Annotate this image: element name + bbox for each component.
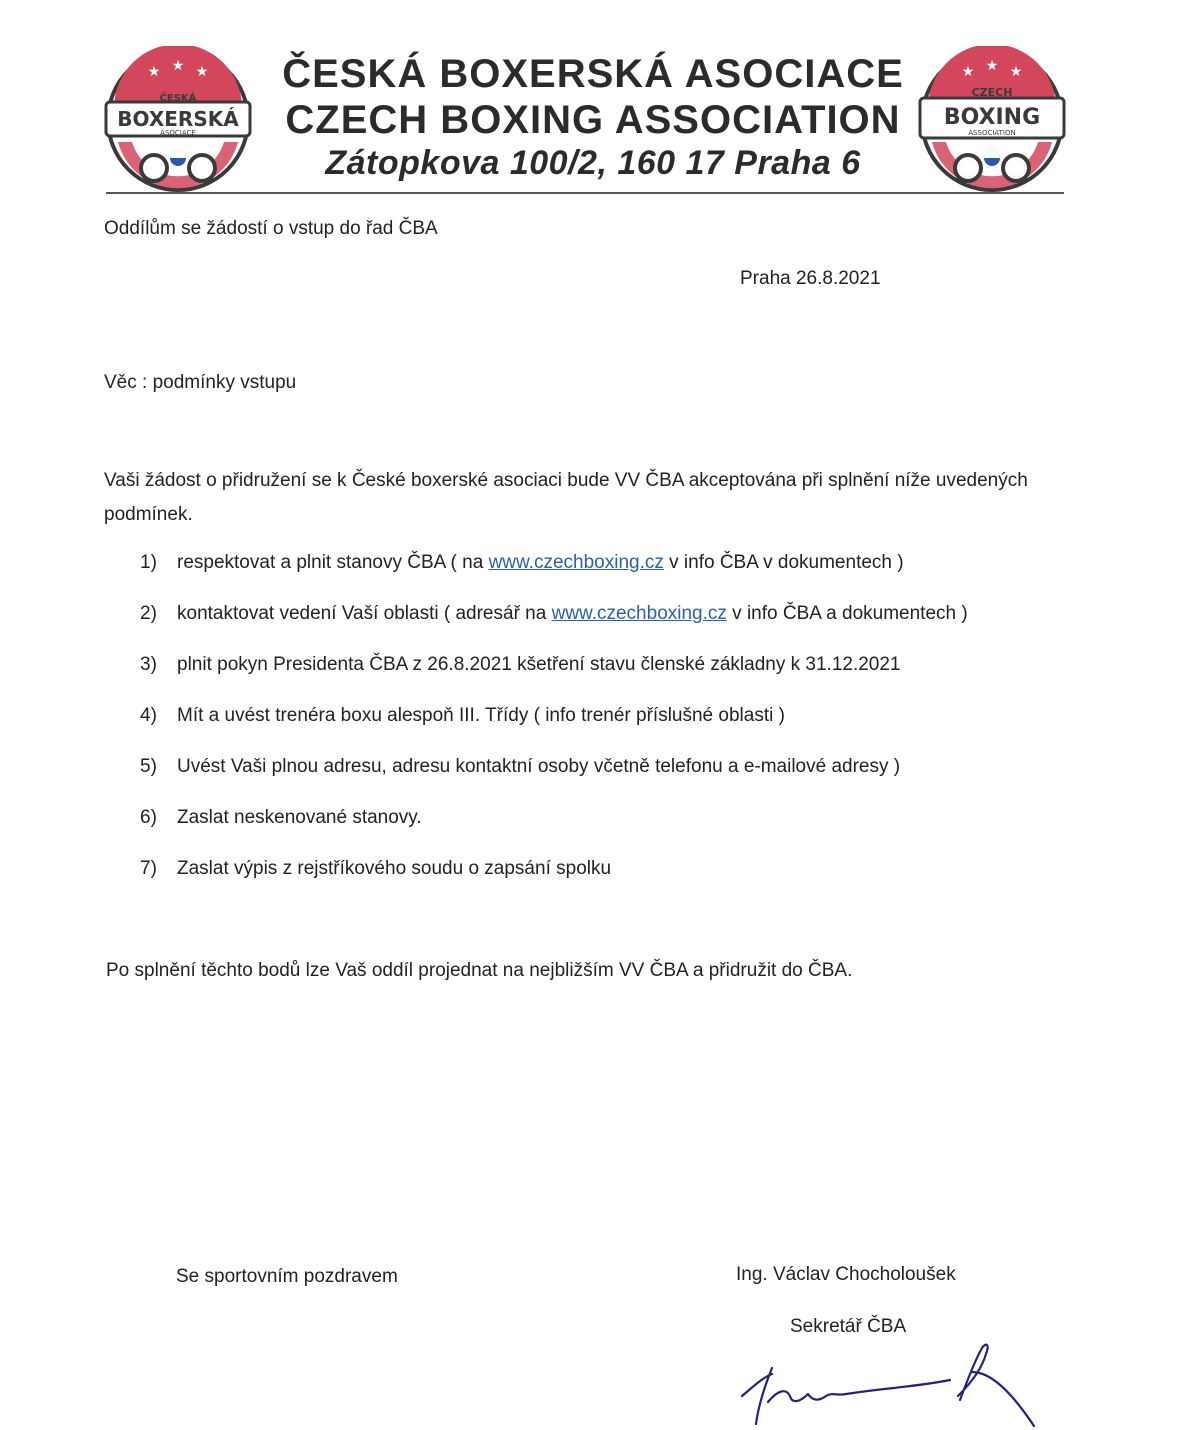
svg-text:★: ★ (1009, 64, 1023, 80)
condition-number: 3) (140, 654, 157, 675)
closing-paragraph: Po splnění těchto bodů lze Vaš oddíl projednat na nejbližším VV ČBA a přidružit do ČBA. (106, 960, 853, 981)
association-address: Zátopkova 100/2, 160 17 Praha 6 (325, 144, 861, 182)
svg-text:★: ★ (985, 58, 999, 74)
condition-number: 6) (140, 807, 157, 828)
condition-item (0, 648, 1100, 682)
conditions-list (0, 546, 1186, 886)
condition-item (0, 750, 1100, 784)
signer-role: Sekretář ČBA (790, 1316, 907, 1337)
condition-text-after: v info ČBA a dokumentech ) (726, 603, 968, 624)
condition-text: plnit pokyn Presidenta ČBA z 26.8.2021 kšetření stavu členské základny k 31.12.2021 (177, 654, 901, 675)
condition-item (0, 546, 1100, 580)
condition-text: Uvést Vaši plnou adresu, adresu kontaktní osoby včetně telefonu a e-mailové adresy ) (177, 756, 901, 777)
condition-number: 5) (140, 756, 157, 777)
svg-text:BOXERSKÁ: BOXERSKÁ (117, 107, 239, 131)
condition-text: Mít a uvést trenéra boxu alespoň III. Třídy ( info trenér příslušné oblasti ) (177, 705, 785, 726)
recipient-line: Oddílům se žádostí o vstup do řad ČBA (104, 218, 438, 239)
svg-text:★: ★ (961, 64, 975, 80)
condition-item (0, 852, 1100, 886)
handwritten-signature (734, 1338, 1044, 1430)
association-name-en: CZECH BOXING ASSOCIATION (285, 98, 901, 142)
condition-text: Zaslat neskenované stanovy. (177, 807, 422, 828)
condition-text-after: v info ČBA v dokumentech ) (663, 552, 904, 573)
letter-date: Praha 26.8.2021 (740, 268, 881, 289)
signer-name: Ing. Václav Chocholoušek (736, 1264, 956, 1285)
condition-text-before: respektovat a plnit stanovy ČBA ( na (177, 552, 489, 573)
czechboxing-link[interactable]: www.czechboxing.cz (488, 552, 664, 573)
svg-text:ČESKÁ: ČESKÁ (159, 93, 197, 104)
letterhead-divider (106, 192, 1064, 194)
condition-item (0, 597, 1100, 631)
condition-item (0, 801, 1100, 835)
svg-text:ASSOCIATION: ASSOCIATION (968, 129, 1016, 137)
svg-text:★: ★ (171, 58, 185, 74)
association-name-cz: ČESKÁ BOXERSKÁ ASOCIACE (282, 52, 904, 96)
czechboxing-link[interactable]: www.czechboxing.cz (551, 603, 727, 624)
condition-number: 1) (140, 552, 157, 573)
letter-subject: Věc : podmínky vstupu (104, 372, 297, 393)
intro-paragraph: Vaši žádost o přidružení se k České boxerské asociaci bude VV ČBA akceptována při splnění níže uvedených podmínek. (104, 470, 1028, 525)
condition-number: 7) (140, 858, 157, 879)
condition-item (0, 699, 1100, 733)
condition-text (177, 546, 904, 580)
svg-text:ASOCIACE: ASOCIACE (160, 129, 196, 137)
greeting: Se sportovním pozdravem (176, 1266, 398, 1287)
condition-text-before: kontaktovat vedení Vaší oblasti ( adresář na (177, 603, 552, 624)
ceska-boxerska-asociace-logo (104, 46, 252, 194)
condition-text: Zaslat výpis z rejstříkového soudu o zapsání spolku (177, 858, 612, 879)
condition-number: 4) (140, 705, 157, 726)
czech-boxing-association-logo (918, 46, 1066, 194)
condition-number: 2) (140, 603, 157, 624)
svg-text:★: ★ (147, 64, 161, 80)
svg-text:CZECH: CZECH (971, 86, 1013, 99)
svg-text:★: ★ (195, 64, 209, 80)
svg-text:BOXING: BOXING (943, 105, 1041, 130)
condition-text (177, 597, 968, 631)
